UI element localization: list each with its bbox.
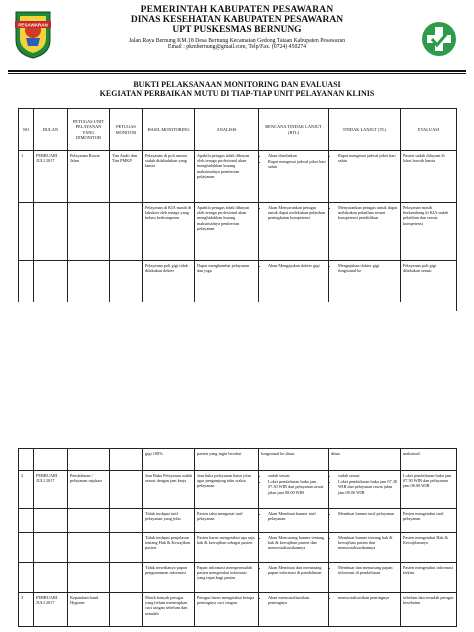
rtl-item: • Rapat mengenai jadwal piket hari sabtu bbox=[268, 159, 326, 170]
cell-no bbox=[19, 533, 34, 563]
tl-item: • Mengajukan dokter gigi fungsional ke bbox=[338, 263, 398, 274]
cell-monitor bbox=[110, 203, 143, 261]
cell-analisis: Pasien tahu mengenai tarif pelayanan bbox=[195, 509, 259, 533]
table-row bbox=[19, 509, 457, 533]
cell-rtl: fungsional ke dinas bbox=[259, 449, 329, 471]
cell-unit: Kepatuhan hand Hygiene bbox=[68, 593, 110, 627]
cell-evaluasi: Pelayanan poli gigi dilakukan sesuai bbox=[401, 261, 457, 311]
letterhead-text bbox=[58, 6, 416, 50]
tl-item: • Membuat banner tarif pelayanan bbox=[338, 511, 398, 516]
cell-evaluasi: sebelum dan sesudah petugas kesehatan bbox=[401, 593, 457, 627]
rtl-item: • Akan Membuat banner tarif pelayanan bbox=[268, 511, 326, 522]
rtl-item: • sudah sesuai bbox=[268, 473, 326, 478]
cell-tl bbox=[329, 203, 401, 261]
cell-rtl bbox=[259, 471, 329, 509]
cell-no: 3 bbox=[19, 593, 34, 627]
header-bulan: BULAN bbox=[34, 109, 68, 151]
cell-unit: Pendaftaran / pelayanan rujukan bbox=[68, 471, 110, 509]
cell-hasil: Pelayanan poli gigi tidak dilakukan dokter bbox=[143, 261, 195, 311]
letterhead bbox=[8, 6, 466, 70]
cell-analisis: Petugas harus mengetahui betapa pentingnya cuci tangan bbox=[195, 593, 259, 627]
cell-bulan bbox=[34, 203, 68, 261]
cell-hasil: Pelayanan di poli umum sudah didahulukan yang lansia bbox=[143, 151, 195, 203]
cell-bulan: FEBRUARI JULI 2017 bbox=[34, 471, 68, 509]
tl-item: • Loket pendaftaran buka jam 07.30 WIB dan pelayanan rawat jalan jam 08.00 WIB bbox=[338, 479, 398, 495]
cell-rtl bbox=[259, 533, 329, 563]
cell-tl bbox=[329, 593, 401, 627]
cell-hasil: Jam Buka Pelayanan sudah sesuai dengan jam kerja bbox=[143, 471, 195, 509]
cell-no: 2 bbox=[19, 471, 34, 509]
cell-analisis: Dapat menghambat pelayanan dan juga bbox=[195, 261, 259, 311]
table-row bbox=[19, 203, 457, 261]
cell-analisis: Jam buka pelayanan harus jelas agar pengunjung tahu waktu pelayanan bbox=[195, 471, 259, 509]
rtl-item: • Akan Membuat dan memasang papan informasi di pendaftaran bbox=[268, 565, 326, 576]
title-line-2: KEGIATAN PERBAIKAN MUTU DI TIAP-TIAP UNIT PELAYANAN KLINIS bbox=[99, 89, 375, 99]
cell-analisis: pasien yang ingin berobat bbox=[195, 449, 259, 471]
contact-info: Email : pkmbernung@gmail.com, Telp/Fax. (0724) 450274 bbox=[167, 43, 307, 50]
health-cross-logo bbox=[418, 20, 460, 58]
cell-analisis: Papan informasi mempermudah pasien mengetahui informasi yang tepat bagi pasien bbox=[195, 563, 259, 593]
header-no: NO bbox=[19, 109, 34, 151]
header-tl: TINDAK LANJUT (TL) bbox=[329, 109, 401, 151]
cell-unit bbox=[68, 563, 110, 593]
rtl-item: • Akan Mencarang banner tentang hak & kewajiban pasien dan mensosialisasikannya bbox=[268, 535, 326, 551]
cell-hasil: Tidak terdapat tarif pelayanan yang jelas bbox=[143, 509, 195, 533]
cell-evaluasi: Pasien mengetahui informasi terkini bbox=[401, 563, 457, 593]
cell-bulan bbox=[34, 509, 68, 533]
table-row bbox=[19, 593, 457, 627]
cell-bulan: FEBRUARI JULI 2017 bbox=[34, 593, 68, 627]
cell-analisis: Pasien harus mengetahui apa saja hak & kewajiban sebagai pasien bbox=[195, 533, 259, 563]
cell-tl bbox=[329, 533, 401, 563]
cell-hasil: gigi 100% bbox=[143, 449, 195, 471]
tl-item: • Rapat mengenai jadwal piket hari sabtu bbox=[338, 153, 398, 164]
address: Jalan Raya Bernung KM.18 Desa Bernung Kecamatan Gedong Tataan Kabupaten Pesawaran bbox=[129, 37, 345, 44]
tl-item: • Membuat dan memasang papan informasi di pendaftaran bbox=[338, 565, 398, 576]
cell-analisis: Apabila petugas tidak dibayan oleh tenaga profesional akan menghidahkan kurang maksimalnya pemberian pelayanan bbox=[195, 203, 259, 261]
table-row bbox=[19, 471, 457, 509]
cell-unit bbox=[68, 509, 110, 533]
cell-rtl bbox=[259, 203, 329, 261]
monitoring-table-part-2 bbox=[18, 448, 457, 627]
cell-tl bbox=[329, 151, 401, 203]
tl-item: • Menyarankan petugas untuk dapat melakukan pelatihan sesuai kompetensi pendidikan bbox=[338, 205, 398, 221]
table-row-continuation bbox=[19, 449, 457, 471]
letterhead-rule bbox=[8, 70, 466, 72]
cell-no bbox=[19, 563, 34, 593]
table-row bbox=[19, 533, 457, 563]
header-analisis: ANALISIS bbox=[195, 109, 259, 151]
header-petugas-unit: PETUGAS UNIT PELAYANAN YANG DIMONITOR bbox=[68, 109, 110, 151]
cell-monitor bbox=[110, 471, 143, 509]
cell-evaluasi: Pasien sudah dilayani di loket bawah lansia bbox=[401, 151, 457, 203]
cell-rtl bbox=[259, 563, 329, 593]
table-row bbox=[19, 151, 457, 203]
cell-bulan: FEBRUARI JULI 2017 bbox=[34, 151, 68, 203]
monitoring-table-part-1 bbox=[18, 108, 457, 311]
tl-item: • Membuat banner tentang hak & kewajiban pasien dan mensosialisasikannya bbox=[338, 535, 398, 551]
cell-tl: dinas bbox=[329, 449, 401, 471]
cell-monitor: Tim Audit dan Tim PMKP bbox=[110, 151, 143, 203]
cell-unit bbox=[68, 533, 110, 563]
puskesmas-name: UPT PUSKESMAS BERNUNG bbox=[172, 24, 302, 35]
cell-tl bbox=[329, 563, 401, 593]
tl-item: • sudah sesuai bbox=[338, 473, 398, 478]
cell-tl bbox=[329, 509, 401, 533]
cell-monitor bbox=[110, 533, 143, 563]
cell-no bbox=[19, 509, 34, 533]
cell-bulan bbox=[34, 563, 68, 593]
cell-evaluasi: Pelayanan masih berkembang di KIA sudah pelatihan dan sesuai kompetensi bbox=[401, 203, 457, 261]
page-break-gap bbox=[18, 302, 456, 448]
table-row bbox=[19, 563, 457, 593]
cell-monitor bbox=[110, 563, 143, 593]
cell-no: 1 bbox=[19, 151, 34, 203]
cell-evaluasi: Loket pendaftaran buka jam 07.30 WIB dan pelayanan jam 08.00 WIB bbox=[401, 471, 457, 509]
cell-monitor bbox=[110, 509, 143, 533]
rtl-item: • Akan Mengajukan dokter gigi bbox=[268, 263, 326, 268]
tl-item: • mensosialisasikan pentingnya bbox=[338, 595, 398, 600]
cell-evaluasi: Pasien mengetahui Hak & Kewajibannya bbox=[401, 533, 457, 563]
document-title bbox=[0, 80, 474, 98]
header-petugas-monitor: PETUGAS MONITOR bbox=[110, 109, 143, 151]
rtl-item: • Loket pendaftaran buka jam 07.30 WIB dan pelayanan rawat jalan jam 08.00 WIB bbox=[268, 479, 326, 495]
cell-rtl bbox=[259, 593, 329, 627]
header-rtl: RENCANA TINDAK LANJUT (RTL) bbox=[259, 109, 329, 151]
rtl-item: • Akan disediakan bbox=[268, 153, 326, 158]
cell-hasil: Pelayanan di KIA masih di lakukan oleh tenaga yang belum berkompeten bbox=[143, 203, 195, 261]
cell-evaluasi: Pasien mengetahui tarif pelayanan bbox=[401, 509, 457, 533]
cell-bulan bbox=[34, 533, 68, 563]
table-header-row bbox=[19, 109, 457, 151]
cell-hasil: Tidak terdapat penjelasan tentang Hak & Kewajiban pasien bbox=[143, 533, 195, 563]
cell-no bbox=[19, 203, 34, 261]
pesawaran-logo bbox=[12, 8, 54, 60]
cell-hasil: Tidak tersedianya papan pengumuman informasi bbox=[143, 563, 195, 593]
government-name: PEMERINTAH KABUPATEN PESAWARAN bbox=[140, 5, 334, 15]
letterhead-rule-thin bbox=[8, 73, 466, 74]
header-hasil-monitoring: HASIL MONITORING bbox=[143, 109, 195, 151]
cell-analisis: Apabila petugas tidak dibayan oleh tenaga profesional akan menghidahkan kurang maksimalnya pemberian pelayanan bbox=[195, 151, 259, 203]
header-evaluasi: EVALUASI bbox=[401, 109, 457, 151]
cell-rtl bbox=[259, 151, 329, 203]
cell-monitor bbox=[110, 593, 143, 627]
cell-evaluasi: maksimal bbox=[401, 449, 457, 471]
rtl-item: • Akan Menyarankan petugas untuk dapat melakukan pelatihan peningkatan kompetensi bbox=[268, 205, 326, 221]
title-line-1: BUKTI PELAKSANAAN MONITORING DAN EVALUASI bbox=[133, 80, 341, 89]
department-name: DINAS KESEHATAN KABUPATEN PESAWARAN bbox=[130, 14, 344, 25]
cell-hasil: Masih banyak petugas yang belum menerapkan cuci tangan sebelum dan sesudah bbox=[143, 593, 195, 627]
rtl-item: • Akan mensosialisasikan pentingnya bbox=[268, 595, 326, 606]
cell-tl bbox=[329, 471, 401, 509]
svg-text:PESAWARAN: PESAWARAN bbox=[18, 22, 48, 28]
cell-unit bbox=[68, 203, 110, 261]
cell-unit: Pelayanan Rawat Jalan bbox=[68, 151, 110, 203]
cell-rtl bbox=[259, 509, 329, 533]
